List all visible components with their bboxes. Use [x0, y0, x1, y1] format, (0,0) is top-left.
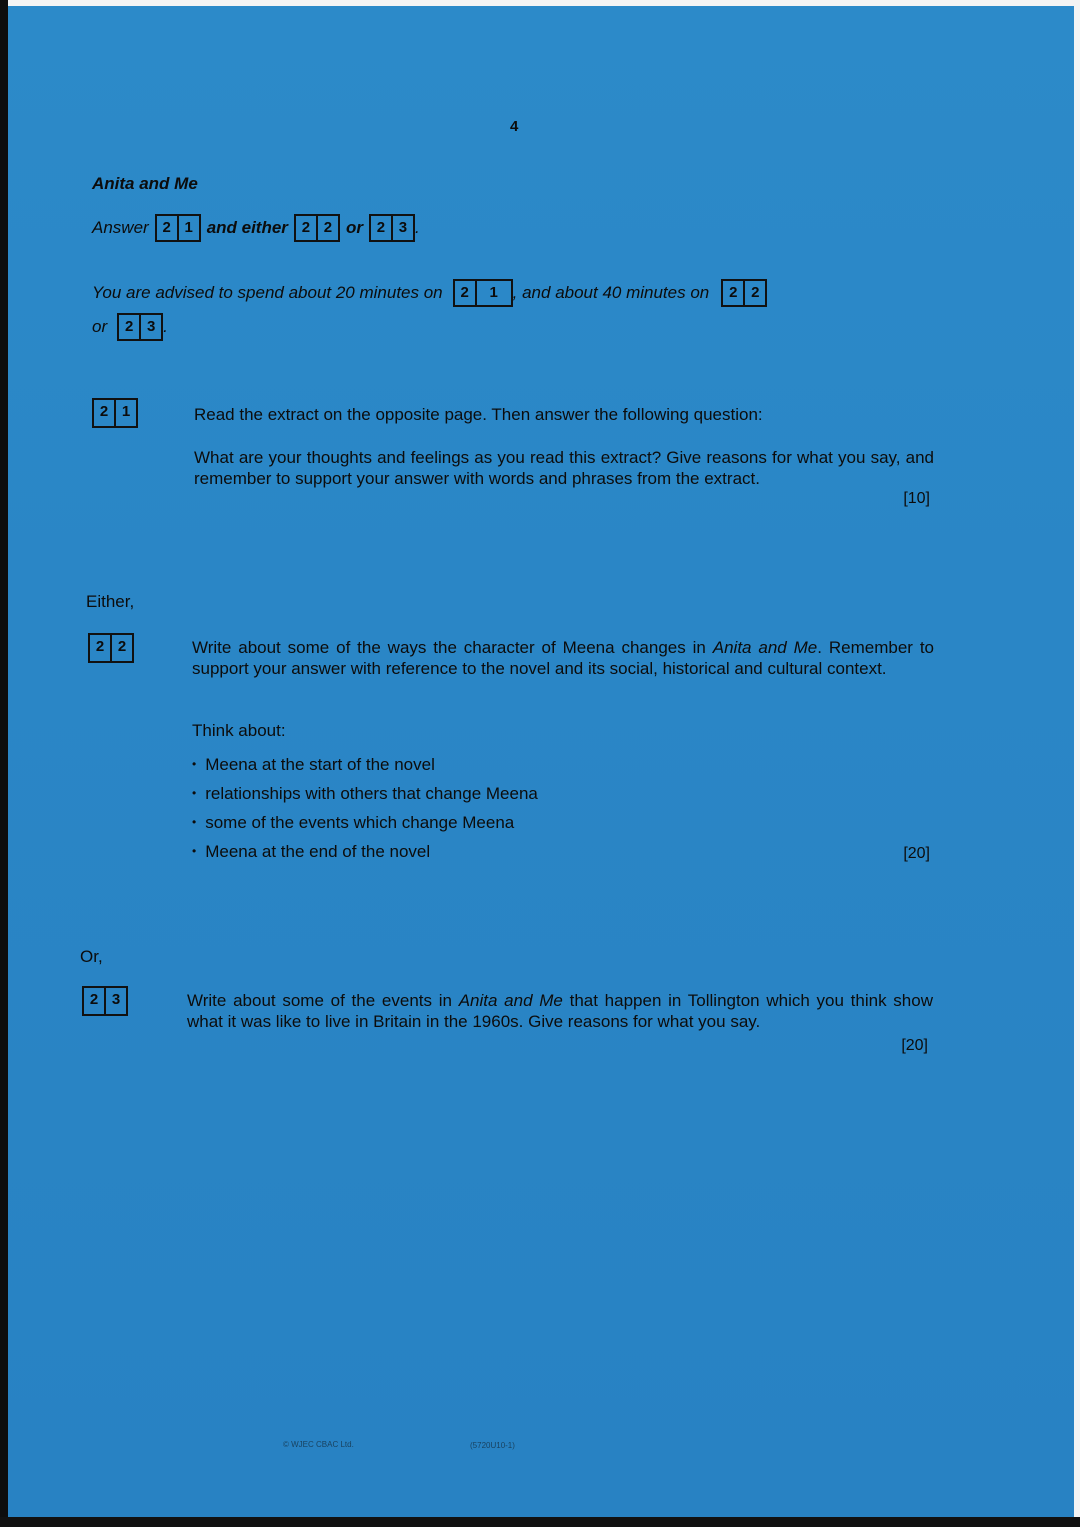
question-number-22: 2 2 [88, 633, 134, 663]
scan-edge-bottom [0, 1517, 1080, 1527]
or-label: Or, [80, 947, 103, 966]
footer-code: (5720U10-1) [470, 1441, 515, 1450]
footer-copyright: © WJEC CBAC Ltd. [283, 1440, 354, 1449]
list-item: • Meena at the end of the novel [192, 838, 538, 867]
and-either-label: and either [206, 218, 288, 237]
question-box-22: 2 2 [294, 214, 340, 242]
q23-question: Write about some of the events in Anita and Me that happen in Tollington which you think show what it was like to live in Britain in the 1960s. Give reasons for what you say. [187, 991, 933, 1031]
question-box-21: 2 1 [155, 214, 201, 242]
time-advice-cont: or 2 3 . [92, 313, 168, 341]
q22-marks: [20] [903, 845, 930, 862]
answer-instruction: Answer 2 1 and either 2 2 or 2 3 . [92, 214, 420, 242]
q21-intro: Read the extract on the opposite page. Then answer the following question: [194, 405, 763, 424]
time-advice: You are advised to spend about 20 minutes on 2 1 , and about 40 minutes on 2 2 [92, 279, 767, 307]
question-number-23: 2 3 [82, 986, 128, 1016]
q21-marks: [10] [903, 490, 930, 507]
question-box-21: 2 1 [453, 279, 513, 307]
question-box-22: 2 2 [721, 279, 767, 307]
scan-edge-right [1074, 0, 1080, 1527]
list-item: • relationships with others that change Meena [192, 780, 538, 809]
question-box-23: 2 3 [369, 214, 415, 242]
q22-think-about: Think about: [192, 721, 286, 740]
page-number: 4 [510, 118, 519, 135]
list-item: • Meena at the start of the novel [192, 751, 538, 780]
answer-label: Answer [92, 218, 149, 237]
q22-bullet-list [192, 751, 538, 867]
or-label: or [345, 218, 363, 237]
q23-marks: [20] [901, 1037, 928, 1054]
section-title: Anita and Me [92, 174, 198, 193]
q21-question: What are your thoughts and feelings as you read this extract? Give reasons for what you say, and remember to support your answer with words and phrases from the extract. [194, 448, 934, 488]
question-box-23: 2 3 [117, 313, 163, 341]
q22-question: Write about some of the ways the character of Meena changes in Anita and Me. Remember to support your answer with reference to the novel and its social, historical and cultural context. [192, 638, 934, 678]
list-item: • some of the events which change Meena [192, 809, 538, 838]
either-label: Either, [86, 592, 135, 611]
question-number-21: 2 1 [92, 398, 138, 428]
